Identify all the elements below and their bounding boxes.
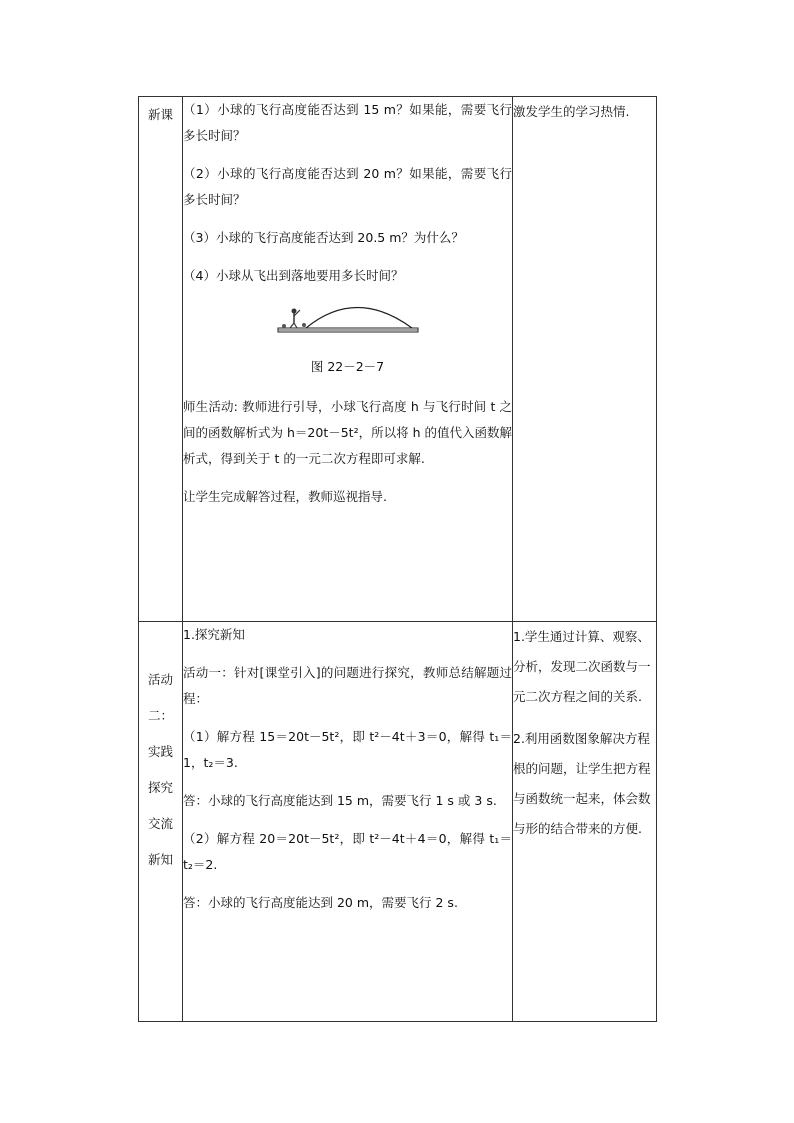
practice-instruction: 让学生完成解答过程，教师巡视指导.	[183, 489, 387, 504]
activity-description: 活动一：针对[课堂引入]的问题进行探究，教师总结解题过程：	[183, 665, 512, 706]
figure-caption: 图 22－2－7	[310, 359, 385, 374]
design-intent-note: 激发学生的学习热情.	[513, 104, 630, 119]
answer-2: 答：小球的飞行高度能达到 20 m，需要飞行 2 s.	[183, 895, 458, 910]
stage-label	[139, 622, 183, 1022]
table-row-activity-two	[139, 622, 657, 1022]
question-1: （1）小球的飞行高度能否达到 15 m？如果能，需要飞行多长时间？	[183, 102, 512, 143]
stage-label-line: 活动	[147, 672, 173, 687]
solution-step-2: （2）解方程 20＝20t－5t²，即 t²－4t＋4＝0，解得 t₁＝t₂＝2.	[183, 831, 512, 872]
section-title: 1.探究新知	[183, 627, 245, 642]
lesson-table	[138, 96, 657, 1022]
solution-step-1: （1）解方程 15＝20t－5t²，即 t²－4t＋3＝0，解得 t₁＝1，t₂＝3.	[183, 729, 512, 770]
design-intent-cell	[513, 622, 657, 1022]
design-intent-note: 2.利用函数图象解决方程根的问题，让学生把方程与函数统一起来，体会数与形的结合带来的方便.	[513, 731, 651, 836]
stage-label-line: 探究	[147, 780, 173, 795]
stage-label-line: 实践	[147, 744, 173, 759]
stage-label-line: 新知	[147, 852, 173, 867]
table-row-new-lesson	[139, 97, 657, 622]
teacher-guide: 师生活动: 教师进行引导，小球飞行高度 h 与飞行时间 t 之间的函数解析式为 h＝20t－5t²，所以将 h 的值代入函数解析式，得到关于 t 的一元二次方程即可求解.	[183, 399, 512, 466]
stage-label	[139, 97, 183, 622]
ball-trajectory-illustration	[268, 301, 428, 335]
question-4: （4）小球从飞出到落地要用多长时间？	[183, 268, 404, 283]
question-2: （2）小球的飞行高度能否达到 20 m？如果能，需要飞行多长时间？	[183, 166, 512, 207]
stage-label-line: 二：	[147, 708, 173, 723]
stage-label-text: 新课	[147, 107, 173, 122]
content-cell	[183, 97, 513, 622]
content-cell	[183, 622, 513, 1022]
trajectory-figure	[183, 301, 512, 344]
answer-1: 答：小球的飞行高度能达到 15 m，需要飞行 1 s 或 3 s.	[183, 793, 497, 808]
design-intent-note: 1.学生通过计算、观察、分析，发现二次函数与一元二次方程之间的关系.	[513, 629, 651, 704]
stage-label-line: 交流	[147, 816, 173, 831]
question-3: （3）小球的飞行高度能否达到 20.5 m？为什么？	[183, 230, 464, 245]
design-intent-cell	[513, 97, 657, 622]
